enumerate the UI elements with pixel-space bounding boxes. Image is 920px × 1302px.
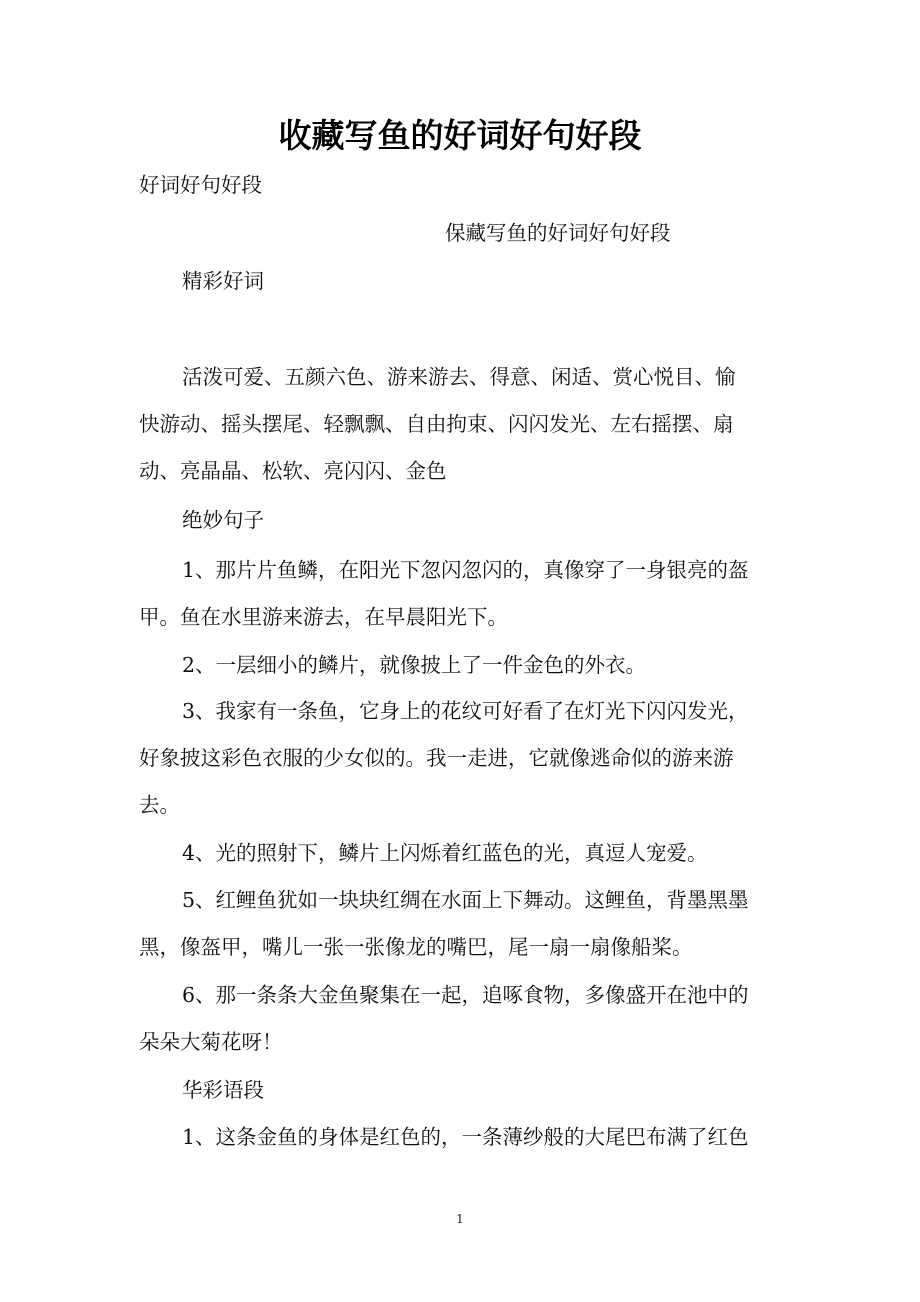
sentence-line: 去。	[139, 793, 180, 817]
sentence-line: 4、光的照射下，鳞片上闪烁着红蓝色的光，真逗人宠爱。	[182, 841, 708, 865]
word-list-line: 活泼可爱、五颜六色、游来游去、得意、闲适、赏心悦目、愉	[182, 365, 736, 389]
document-title: 收藏写鱼的好词好句好段	[278, 116, 642, 155]
sentence-line: 1、那片片鱼鳞，在阳光下忽闪忽闪的，真像穿了一身银亮的盔	[182, 558, 749, 582]
document-subtitle: 保藏写鱼的好词好句好段	[445, 221, 671, 245]
section-heading-sentences: 绝妙句子	[182, 508, 264, 532]
sentence-line: 5、红鲤鱼犹如一块块红绸在水面上下舞动。这鲤鱼，背墨黑墨	[182, 888, 749, 912]
sentence-line: 6、那一条条大金鱼聚集在一起，追啄食物，多像盛开在池中的	[182, 983, 749, 1007]
page-number: 1	[456, 1212, 464, 1226]
section-heading-words: 精彩好词	[182, 269, 264, 293]
category-label: 好词好句好段	[139, 173, 262, 197]
sentence-line: 黑，像盔甲，嘴儿一张一张像龙的嘴巴，尾一扇一扇像船桨。	[139, 935, 693, 959]
word-list-line: 动、亮晶晶、松软、亮闪闪、金色	[139, 459, 447, 483]
paragraph-line: 1、这条金鱼的身体是红色的，一条薄纱般的大尾巴布满了红色	[182, 1125, 749, 1149]
sentence-line: 好象披这彩色衣服的少女似的。我一走进，它就像逃命似的游来游	[139, 746, 734, 770]
section-heading-paragraphs: 华彩语段	[182, 1078, 264, 1102]
sentence-line: 朵朵大菊花呀！	[139, 1030, 283, 1054]
sentence-line: 3、我家有一条鱼，它身上的花纹可好看了在灯光下闪闪发光，	[182, 699, 749, 723]
word-list-line: 快游动、摇头摆尾、轻飘飘、自由拘束、闪闪发光、左右摇摆、扇	[139, 412, 734, 436]
sentence-line: 2、一层细小的鳞片，就像披上了一件金色的外衣。	[182, 653, 647, 677]
sentence-line: 甲。鱼在水里游来游去，在早晨阳光下。	[139, 605, 508, 629]
